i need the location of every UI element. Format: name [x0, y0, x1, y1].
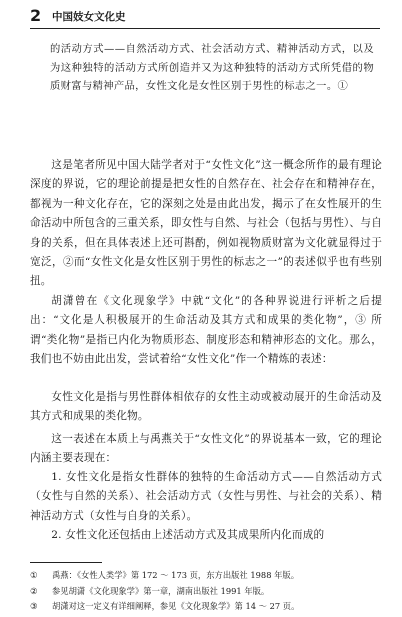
- page-number: 2: [30, 6, 42, 25]
- numbered-point: 1. 女性文化是指女性群体的独特的生命活动方式——自然活动方式（女性与自然的关系）、社会活动方式（女性与男性、与社会的关系）、精神活动方式（女性与自身的关系）。: [30, 471, 382, 522]
- footnote-item: [30, 584, 382, 600]
- body-paragraph: 胡潇曾在《文化现象学》中就“文化”的各种界说进行评析之后提出：“文化是人积极展开的生命活动及其方式和成果的类化物”，③ 所谓“类化物”是指已内化为物质形态、制度形态和精神形态的文化。那么，我们也不妨由此出发，尝试着给“女性文化”作一个精炼的表述：: [30, 295, 382, 366]
- definition-paragraph: 女性文化是指与男性群体相依存的女性主动或被动展开的生命活动及其方式和成果的类化物。: [30, 391, 382, 423]
- footnote-text: 胡潇对这一定义有详细阐释，参见《文化现象学》第 14 ～ 27 页。: [52, 601, 300, 611]
- body-paragraph: 这一表述在本质上与禹燕关于“女性文化”的界说基本一致，它的理论内涵主要表现在：: [30, 433, 382, 465]
- footnote-item: [30, 599, 382, 615]
- block-quote: 的活动方式——自然活动方式、社会活动方式、精神活动方式，以及为这种独特的活动方式所创造并又为这种独特的活动方式所凭借的物质财富与精神产品，女性文化是女性区别于男性的标志之一。①: [50, 43, 374, 93]
- footnote-text: 禹燕：《女性人类学》第 172 ～ 173 页，东方出版社 1988 年版。: [52, 570, 299, 580]
- footnotes: [30, 568, 382, 615]
- page-header: [30, 8, 380, 29]
- footnote-mark: ③: [30, 601, 38, 611]
- running-title: 中国妓女文化史: [52, 11, 126, 23]
- body-paragraph: 这是笔者所见中国大陆学者对于“女性文化”这一概念所作的最有理论深度的界说，它的理论前提是把女性的自然存在、社会存在和精神存在，都视为一种文化存在，它的深刻之处是由此出发，揭示了在女性展开的生命活动中所包含的三重关系，即女性与自然、与社会（包括与男性）、与自身的关系，但在具体表述上还可斟酌，例如视物质财富为文化就显得过于宽泛，②而“女性文化是女性区别于男性的标志之一”的表述似乎也有些别扭。: [30, 159, 382, 288]
- footnote-text: 参见胡潇《文化现象学》第一章，湖南出版社 1991 年版。: [52, 585, 270, 596]
- footnote-mark: ①: [30, 570, 38, 580]
- footnote-item: [30, 568, 382, 584]
- footnote-divider: [30, 562, 102, 563]
- footnote-mark: ②: [30, 585, 38, 596]
- numbered-point: 2. 女性文化还包括由上述活动方式及其成果所内化而成的: [51, 529, 325, 541]
